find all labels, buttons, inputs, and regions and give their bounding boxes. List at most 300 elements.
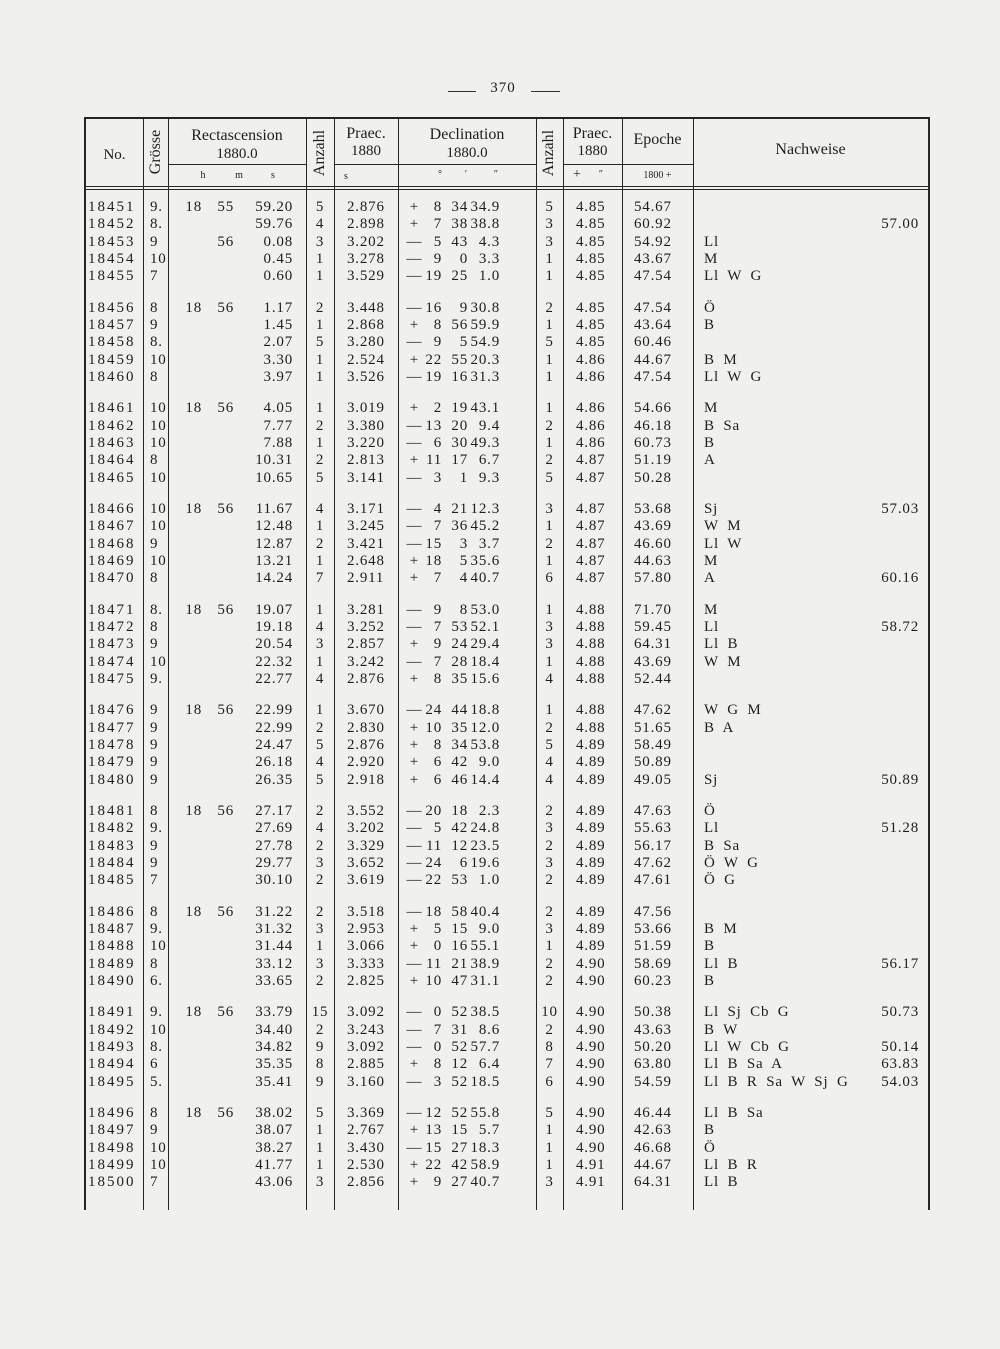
ra-seconds: 26.35 — [255, 771, 293, 788]
dec-observation-count: 1 — [545, 368, 554, 385]
dec-arcminutes: 24 — [451, 636, 468, 653]
magnitude: 10 — [150, 938, 167, 955]
star-number: 18487 — [88, 921, 136, 937]
table-row — [0, 772, 1000, 789]
dec-sign: + — [409, 736, 419, 753]
dec-arcminutes: 43 — [451, 233, 468, 250]
dec-precession: 4.89 — [576, 938, 606, 955]
dec-arcseconds: 45.2 — [470, 518, 500, 535]
ra-hours: 18 — [185, 1004, 202, 1021]
dec-degrees: 0 — [433, 1004, 442, 1021]
ra-observation-count: 3 — [315, 233, 325, 250]
references: B W — [704, 1021, 739, 1038]
reference-epoch: 57.00 — [881, 216, 919, 233]
ra-minutes: 56 — [217, 233, 234, 250]
ra-observation-count: 4 — [315, 216, 325, 233]
ra-precession: 3.092 — [347, 1038, 385, 1055]
ra-seconds: 31.44 — [255, 938, 293, 955]
ra-precession: 2.856 — [347, 1174, 385, 1191]
ra-observation-count: 9 — [315, 1073, 325, 1090]
header-ra-count: Anzahl — [311, 129, 328, 177]
star-number: 18474 — [88, 653, 136, 670]
star-number: 18465 — [88, 469, 136, 486]
dec-sign: + — [409, 552, 419, 569]
row-group — [0, 803, 1000, 889]
dec-precession: 4.88 — [576, 636, 606, 653]
ra-precession: 2.830 — [347, 719, 385, 736]
dec-arcminutes: 53 — [451, 872, 468, 889]
dec-arcseconds: 29.4 — [470, 636, 500, 653]
epoch: 54.92 — [634, 233, 672, 250]
dec-sign: — — [406, 299, 422, 316]
table-row — [0, 1140, 1000, 1157]
dec-observation-count: 5 — [545, 736, 554, 753]
dec-precession: 4.90 — [576, 1056, 606, 1073]
table-row — [0, 501, 1000, 518]
ra-seconds: 43.06 — [255, 1174, 293, 1191]
epoch: 46.68 — [634, 1139, 672, 1156]
dec-degrees: 7 — [433, 216, 442, 233]
dec-arcminutes: 53 — [451, 618, 468, 635]
dec-precession: 4.90 — [576, 955, 606, 972]
epoch: 50.89 — [634, 754, 672, 771]
references: B — [704, 938, 715, 955]
dec-sign: — — [406, 702, 422, 719]
dec-sign: + — [409, 1174, 419, 1191]
references: Ö — [704, 1139, 716, 1156]
ra-seconds: 59.76 — [255, 216, 293, 233]
dec-sign: — — [406, 837, 422, 854]
reference-epoch: 50.73 — [881, 1004, 919, 1021]
dec-degrees: 22 — [425, 1156, 442, 1173]
dec-observation-count: 2 — [545, 903, 554, 920]
dec-precession: 4.89 — [576, 803, 606, 820]
magnitude: 7 — [150, 872, 159, 889]
dec-precession: 4.87 — [576, 452, 606, 469]
table-row — [0, 838, 1000, 855]
star-number: 18492 — [88, 1021, 136, 1038]
table-body — [0, 199, 1000, 1206]
dec-degrees: 8 — [433, 316, 442, 333]
dec-observation-count: 3 — [545, 1174, 554, 1191]
dec-observation-count: 5 — [545, 199, 554, 215]
ra-precession: 2.876 — [347, 736, 385, 753]
dec-arcseconds: 18.8 — [470, 702, 500, 719]
ra-seconds: 29.77 — [255, 854, 293, 871]
epoch: 63.80 — [634, 1056, 672, 1073]
dec-arcminutes: 5 — [459, 552, 468, 569]
ra-precession: 3.280 — [347, 334, 385, 351]
dec-sign: + — [409, 199, 419, 215]
dec-arcseconds: 9.4 — [478, 417, 500, 434]
ra-seconds: 38.27 — [255, 1139, 293, 1156]
epoch: 53.68 — [634, 501, 672, 518]
dec-arcminutes: 56 — [451, 316, 468, 333]
dec-sign: — — [406, 469, 422, 486]
header-ra-praec-unit: s — [344, 171, 348, 182]
dec-precession: 4.89 — [576, 820, 606, 837]
dec-observation-count: 1 — [545, 351, 554, 368]
ra-hours: 18 — [185, 903, 202, 920]
dec-arcminutes: 16 — [451, 938, 468, 955]
star-number: 18466 — [88, 501, 136, 518]
ra-seconds: 4.05 — [263, 400, 293, 417]
ra-seconds: 10.31 — [255, 452, 293, 469]
references: B — [704, 1122, 715, 1139]
ra-minutes: 56 — [217, 1004, 234, 1021]
star-number: 18488 — [88, 938, 136, 955]
epoch: 47.62 — [634, 702, 672, 719]
dec-arcseconds: 9.0 — [478, 754, 500, 771]
reference-epoch: 58.72 — [881, 618, 919, 635]
dec-arcminutes: 52 — [451, 1073, 468, 1090]
ra-precession: 3.652 — [347, 854, 385, 871]
ra-precession: 3.066 — [347, 938, 385, 955]
ra-seconds: 38.02 — [255, 1105, 293, 1122]
magnitude: 9 — [150, 754, 159, 771]
ra-seconds: 31.22 — [255, 903, 293, 920]
ra-precession: 2.767 — [347, 1122, 385, 1139]
ra-seconds: 3.30 — [263, 351, 293, 368]
references: Ll B R Sa W Sj G — [704, 1073, 849, 1090]
ra-seconds: 3.97 — [263, 368, 293, 385]
ra-precession: 2.876 — [347, 670, 385, 687]
ra-seconds: 1.45 — [263, 316, 293, 333]
ra-header-rule — [168, 164, 306, 165]
magnitude: 10 — [150, 434, 167, 451]
dec-degrees: 5 — [433, 233, 442, 250]
ra-observation-count: 4 — [315, 618, 325, 635]
dec-arcseconds: 4.3 — [478, 233, 500, 250]
ra-precession: 3.202 — [347, 820, 385, 837]
dec-arcminutes: 44 — [451, 702, 468, 719]
ra-seconds: 27.78 — [255, 837, 293, 854]
ra-observation-count: 4 — [315, 754, 325, 771]
reference-epoch: 51.28 — [881, 820, 919, 837]
dec-degrees: 20 — [425, 803, 442, 820]
ra-seconds: 35.35 — [255, 1056, 293, 1073]
epoch: 47.54 — [634, 299, 672, 316]
magnitude: 9. — [150, 820, 163, 837]
dec-sign: + — [409, 670, 419, 687]
ra-precession: 3.552 — [347, 803, 385, 820]
star-number: 18494 — [88, 1056, 136, 1073]
dec-degrees: 6 — [433, 771, 442, 788]
header-ra-unit-s: s — [271, 170, 275, 181]
epoch: 51.59 — [634, 938, 672, 955]
ra-seconds: 11.67 — [255, 501, 293, 518]
ra-hours: 18 — [185, 199, 202, 215]
epoch: 60.92 — [634, 216, 672, 233]
dec-precession: 4.85 — [576, 250, 606, 267]
references: B M — [704, 351, 738, 368]
table-row — [0, 317, 1000, 334]
ra-minutes: 56 — [217, 601, 234, 618]
ra-precession: 3.019 — [347, 400, 385, 417]
ra-observation-count: 2 — [315, 972, 325, 989]
references: B Sa — [704, 837, 740, 854]
references: Ll — [704, 618, 719, 635]
ra-observation-count: 5 — [315, 736, 325, 753]
dec-sign: + — [409, 1056, 419, 1073]
ra-observation-count: 1 — [315, 938, 325, 955]
row-group — [0, 1004, 1000, 1090]
ra-minutes: 56 — [217, 803, 234, 820]
table-row — [0, 216, 1000, 233]
page-number-dash-left — [448, 91, 476, 92]
dec-sign: — — [406, 434, 422, 451]
dec-precession: 4.89 — [576, 736, 606, 753]
page-number-dash-right — [531, 91, 560, 92]
references: Ö — [704, 803, 716, 820]
dec-arcminutes: 30 — [451, 434, 468, 451]
epoch: 54.59 — [634, 1073, 672, 1090]
magnitude: 8 — [150, 368, 159, 385]
dec-degrees: 24 — [425, 702, 442, 719]
ra-precession: 3.529 — [347, 268, 385, 285]
dec-degrees: 18 — [425, 903, 442, 920]
ra-seconds: 2.07 — [263, 334, 293, 351]
magnitude: 9. — [150, 921, 163, 937]
star-number: 18493 — [88, 1038, 136, 1055]
ra-minutes: 56 — [217, 1105, 234, 1122]
dec-arcminutes: 38 — [451, 216, 468, 233]
table-row — [0, 938, 1000, 955]
dec-sign: — — [406, 250, 422, 267]
ra-seconds: 22.99 — [255, 702, 293, 719]
epoch: 47.63 — [634, 803, 672, 820]
ra-observation-count: 1 — [315, 518, 325, 535]
star-number: 18469 — [88, 552, 136, 569]
epoch: 57.80 — [634, 570, 672, 587]
dec-precession: 4.86 — [576, 400, 606, 417]
dec-observation-count: 1 — [545, 250, 554, 267]
header-number: No. — [103, 147, 126, 163]
magnitude: 10 — [150, 400, 167, 417]
dec-arcminutes: 6 — [459, 854, 468, 871]
star-number: 18484 — [88, 854, 136, 871]
dec-sign: + — [409, 316, 419, 333]
dec-precession: 4.90 — [576, 972, 606, 989]
magnitude: 7 — [150, 268, 159, 285]
dec-observation-count: 1 — [545, 434, 554, 451]
ra-precession: 2.953 — [347, 921, 385, 937]
dec-arcseconds: 9.0 — [478, 921, 500, 937]
dec-arcseconds: 54.9 — [470, 334, 500, 351]
ra-observation-count: 2 — [315, 872, 325, 889]
references: Ll W Cb G — [704, 1038, 790, 1055]
ra-observation-count: 1 — [315, 1122, 325, 1139]
star-number: 18470 — [88, 570, 136, 587]
magnitude: 10 — [150, 351, 167, 368]
table-row — [0, 1039, 1000, 1056]
ra-seconds: 12.48 — [255, 518, 293, 535]
ra-seconds: 22.32 — [255, 653, 293, 670]
dec-degrees: 3 — [433, 1073, 442, 1090]
dec-degrees: 22 — [425, 872, 442, 889]
ra-seconds: 0.60 — [263, 268, 293, 285]
dec-arcminutes: 16 — [451, 368, 468, 385]
dec-arcminutes: 9 — [459, 299, 468, 316]
dec-precession: 4.85 — [576, 334, 606, 351]
dec-sign: + — [409, 1156, 419, 1173]
dec-arcminutes: 8 — [459, 601, 468, 618]
header-ra-praec-title: Praec. — [346, 125, 386, 142]
dec-arcseconds: 24.8 — [470, 820, 500, 837]
ra-seconds: 1.17 — [263, 299, 293, 316]
dec-arcseconds: 52.1 — [470, 618, 500, 635]
dec-observation-count: 2 — [545, 972, 554, 989]
references: Ö — [704, 299, 716, 316]
dec-observation-count: 6 — [545, 1073, 554, 1090]
dec-sign: + — [409, 636, 419, 653]
dec-arcminutes: 46 — [451, 771, 468, 788]
header-epoch-title: Epoche — [633, 131, 682, 148]
ra-observation-count: 1 — [315, 1139, 325, 1156]
ra-seconds: 27.17 — [255, 803, 293, 820]
dec-precession: 4.88 — [576, 653, 606, 670]
ra-seconds: 34.40 — [255, 1021, 293, 1038]
ra-observation-count: 1 — [315, 653, 325, 670]
dec-degrees: 7 — [433, 1021, 442, 1038]
dec-degrees: 6 — [433, 754, 442, 771]
ra-observation-count: 5 — [315, 469, 325, 486]
dec-arcseconds: 38.8 — [470, 216, 500, 233]
table-row — [0, 251, 1000, 268]
dec-precession: 4.86 — [576, 417, 606, 434]
ra-observation-count: 2 — [315, 417, 325, 434]
star-number: 18461 — [88, 400, 136, 417]
magnitude: 8 — [150, 803, 159, 820]
ra-hours: 18 — [185, 601, 202, 618]
dec-sign: + — [409, 719, 419, 736]
table-row — [0, 518, 1000, 535]
dec-arcseconds: 57.7 — [470, 1038, 500, 1055]
ra-observation-count: 2 — [315, 1021, 325, 1038]
ra-seconds: 35.41 — [255, 1073, 293, 1090]
reference-epoch: 50.89 — [881, 771, 919, 788]
dec-sign: — — [406, 803, 422, 820]
table-row — [0, 737, 1000, 754]
table-row — [0, 199, 1000, 216]
reference-epoch: 60.16 — [881, 570, 919, 587]
magnitude: 9 — [150, 535, 159, 552]
ra-observation-count: 3 — [315, 955, 325, 972]
dec-sign: + — [409, 771, 419, 788]
header-dec-unit-deg: ° — [438, 169, 442, 180]
epoch: 46.44 — [634, 1105, 672, 1122]
row-group — [0, 904, 1000, 990]
magnitude: 8. — [150, 1038, 163, 1055]
epoch: 44.67 — [634, 1156, 672, 1173]
header-ra-unit-h: h — [200, 170, 206, 181]
dec-observation-count: 2 — [545, 837, 554, 854]
table-row — [0, 1074, 1000, 1091]
dec-arcminutes: 34 — [451, 736, 468, 753]
dec-precession: 4.86 — [576, 368, 606, 385]
star-number: 18457 — [88, 316, 136, 333]
dec-precession: 4.87 — [576, 552, 606, 569]
dec-arcminutes: 42 — [451, 820, 468, 837]
references: Ö W G — [704, 854, 759, 871]
references: Ll — [704, 233, 719, 250]
ra-precession: 3.220 — [347, 434, 385, 451]
dec-degrees: 9 — [433, 601, 442, 618]
ra-seconds: 12.87 — [255, 535, 293, 552]
ra-observation-count: 5 — [315, 771, 325, 788]
table-row — [0, 268, 1000, 285]
magnitude: 10 — [150, 417, 167, 434]
ra-observation-count: 4 — [315, 820, 325, 837]
dec-degrees: 13 — [425, 1122, 442, 1139]
dec-arcseconds: 2.3 — [478, 803, 500, 820]
magnitude: 10 — [150, 250, 167, 267]
dec-observation-count: 3 — [545, 636, 554, 653]
dec-arcseconds: 18.5 — [470, 1073, 500, 1090]
dec-arcminutes: 52 — [451, 1038, 468, 1055]
epoch: 47.56 — [634, 903, 672, 920]
row-group — [0, 501, 1000, 587]
table-row — [0, 553, 1000, 570]
dec-sign: — — [406, 501, 422, 518]
header-bottom-rule-2 — [84, 189, 930, 190]
dec-arcminutes: 3 — [459, 535, 468, 552]
magnitude: 10 — [150, 653, 167, 670]
ra-seconds: 24.47 — [255, 736, 293, 753]
ra-observation-count: 5 — [315, 199, 325, 215]
references: Ll Sj Cb G — [704, 1004, 790, 1021]
dec-arcseconds: 40.7 — [470, 1174, 500, 1191]
epoch: 47.61 — [634, 872, 672, 889]
dec-degrees: 9 — [433, 1174, 442, 1191]
dec-precession: 4.88 — [576, 601, 606, 618]
dec-degrees: 15 — [425, 535, 442, 552]
reference-epoch: 50.14 — [881, 1038, 919, 1055]
star-number: 18454 — [88, 250, 136, 267]
ra-seconds: 13.21 — [255, 552, 293, 569]
dec-observation-count: 7 — [545, 1056, 554, 1073]
star-number: 18477 — [88, 719, 136, 736]
ra-observation-count: 3 — [315, 1174, 325, 1191]
dec-observation-count: 2 — [545, 452, 554, 469]
dec-arcseconds: 3.3 — [478, 250, 500, 267]
ra-seconds: 0.08 — [263, 233, 293, 250]
star-number: 18456 — [88, 299, 136, 316]
dec-precession: 4.87 — [576, 570, 606, 587]
ra-precession: 2.868 — [347, 316, 385, 333]
dec-precession: 4.88 — [576, 719, 606, 736]
table-row — [0, 536, 1000, 553]
ra-observation-count: 1 — [315, 368, 325, 385]
epoch: 58.69 — [634, 955, 672, 972]
dec-sign: — — [406, 368, 422, 385]
dec-sign: — — [406, 1021, 422, 1038]
epoch: 43.69 — [634, 518, 672, 535]
dec-observation-count: 3 — [545, 216, 554, 233]
row-group — [0, 602, 1000, 688]
dec-precession: 4.89 — [576, 754, 606, 771]
dec-observation-count: 4 — [545, 771, 554, 788]
dec-arcminutes: 36 — [451, 518, 468, 535]
dec-precession: 4.89 — [576, 854, 606, 871]
dec-arcseconds: 15.6 — [470, 670, 500, 687]
table-row — [0, 904, 1000, 921]
ra-minutes: 56 — [217, 400, 234, 417]
epoch: 47.54 — [634, 268, 672, 285]
magnitude: 9 — [150, 719, 159, 736]
dec-arcseconds: 8.6 — [478, 1021, 500, 1038]
epoch: 50.28 — [634, 469, 672, 486]
